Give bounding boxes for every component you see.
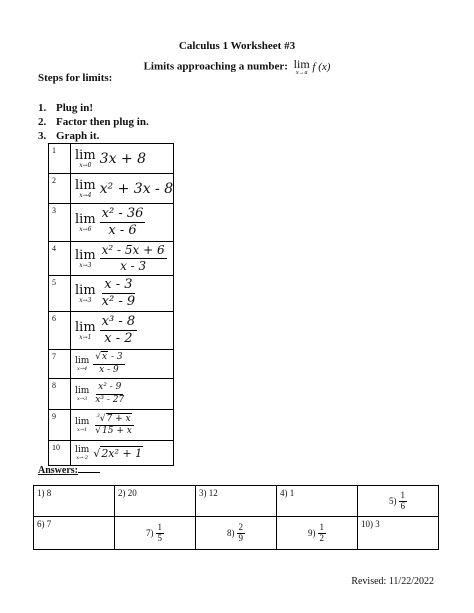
problem-expression xyxy=(71,379,174,410)
problem-expression xyxy=(71,312,174,350)
sqrt: √x xyxy=(95,352,108,363)
answer-label: 9) xyxy=(308,528,316,538)
expression: 3x + 8 xyxy=(99,150,146,167)
lim-word: lim xyxy=(75,416,90,427)
lim-word: lim xyxy=(75,282,96,298)
problem-expression xyxy=(71,441,174,466)
problem-row xyxy=(49,379,174,410)
numerator: x² - 36 xyxy=(101,206,144,222)
lim-sub: x→1 xyxy=(79,333,92,341)
problem-number: 2 xyxy=(49,174,71,204)
worksheet-title: Calculus 1 Worksheet #3 xyxy=(178,40,296,52)
radicand: 7 + x xyxy=(106,413,131,424)
problem-row xyxy=(49,242,174,276)
fraction xyxy=(100,244,167,272)
answer-content xyxy=(280,519,354,547)
step-num: 3. xyxy=(38,130,47,142)
lim-word: lim xyxy=(75,355,90,366)
lim-sub: x→3 xyxy=(77,395,88,402)
denominator: x - 3 xyxy=(120,259,147,273)
limit-operator xyxy=(75,213,96,233)
lim-sub: x→0 xyxy=(79,161,92,169)
answers-table xyxy=(33,485,439,550)
lim-word: lim xyxy=(75,247,96,263)
lim-sub: x→1 xyxy=(77,426,88,433)
problem-number: 9 xyxy=(49,410,71,441)
answer-cell: 6) 7 xyxy=(34,517,115,550)
numerator xyxy=(93,353,124,364)
answer-cell: 3) 12 xyxy=(196,486,277,517)
answer-content xyxy=(118,519,192,547)
subtitle-formula xyxy=(291,57,331,76)
problem-expression xyxy=(71,410,174,441)
answer-cell xyxy=(115,517,196,550)
step-num: 1. xyxy=(38,102,47,114)
problem-row xyxy=(49,204,174,242)
limit-operator xyxy=(75,179,96,199)
step-num: 2. xyxy=(38,116,47,128)
sqrt: √7 + x xyxy=(99,413,131,424)
step-item xyxy=(38,115,149,129)
lim-word: lim xyxy=(75,385,90,396)
answer-num: 1 xyxy=(400,490,405,501)
limit-operator xyxy=(75,149,96,169)
answer-fraction xyxy=(318,523,327,543)
answers-heading xyxy=(38,465,100,476)
answer-cell: 2) 20 xyxy=(115,486,196,517)
limit-operator xyxy=(75,321,96,341)
answer-cell: 4) 1 xyxy=(277,486,358,517)
subtitle-text: Limits approaching a number: xyxy=(143,60,288,73)
step-label: Graph it. xyxy=(56,130,100,142)
steps-list xyxy=(38,101,149,143)
problem-number: 5 xyxy=(49,276,71,312)
lim-sub: x→-2 xyxy=(76,454,89,461)
problem-number: 7 xyxy=(49,350,71,379)
step-label: Factor then plug in. xyxy=(56,116,149,128)
lim-sub: x→3 xyxy=(79,261,92,269)
radicand: 2x² + 1 xyxy=(101,446,143,460)
problem-number: 4 xyxy=(49,242,71,276)
numerator: x - 3 xyxy=(104,277,133,293)
fraction xyxy=(100,278,137,308)
step-item xyxy=(38,101,149,115)
root-index: 3 xyxy=(96,412,100,419)
answer-label: 7) xyxy=(146,528,154,538)
sqrt: √2x² + 1 xyxy=(93,446,143,460)
denominator: x - 9 xyxy=(99,364,119,375)
lim-word: lim xyxy=(75,147,96,163)
limit-operator xyxy=(75,387,89,402)
lim-word: lim xyxy=(75,319,96,335)
denominator: x - 6 xyxy=(108,223,137,238)
answer-cell xyxy=(196,517,277,550)
answer-num: 1 xyxy=(157,522,162,533)
limit-operator xyxy=(75,418,89,433)
steps-heading: Steps for limits: xyxy=(38,72,113,84)
limit-operator xyxy=(75,446,89,461)
answers-row xyxy=(34,517,439,550)
answer-cell: 10) 3 xyxy=(358,517,439,550)
limit-operator xyxy=(75,357,89,372)
answer-content xyxy=(361,488,435,514)
fraction xyxy=(100,207,146,237)
problem-number: 3 xyxy=(49,204,71,242)
answer-den: 5 xyxy=(157,532,162,543)
answer-fraction xyxy=(399,491,408,511)
limit-operator xyxy=(75,284,96,304)
problem-number: 8 xyxy=(49,379,71,410)
numerator-rest: - 3 xyxy=(108,352,123,363)
problem-row xyxy=(49,174,174,204)
problems-table xyxy=(48,143,174,466)
subtitle-func: f (x) xyxy=(312,60,331,73)
step-item xyxy=(38,129,149,143)
answer-label: 5) xyxy=(389,496,397,506)
problem-expression xyxy=(71,144,174,174)
answer-fraction xyxy=(156,523,165,543)
answer-cell: 1) 8 xyxy=(34,486,115,517)
lim-sub: x→4 xyxy=(77,365,88,372)
answer-den: 6 xyxy=(400,500,405,511)
lim-word: lim xyxy=(75,211,96,227)
answer-cell xyxy=(358,486,439,517)
answer-label: 8) xyxy=(227,528,235,538)
limit-operator xyxy=(75,249,96,269)
problem-row xyxy=(49,410,174,441)
answer-num: 2 xyxy=(238,522,243,533)
fraction xyxy=(93,353,124,375)
problem-row xyxy=(49,312,174,350)
subtitle-lim-sub: x→a xyxy=(295,70,308,76)
denominator xyxy=(93,426,135,436)
problem-row xyxy=(49,276,174,312)
lim-word: lim xyxy=(75,177,96,193)
fraction xyxy=(100,315,137,345)
sqrt: √15 + x xyxy=(95,426,132,436)
answer-num: 1 xyxy=(319,522,324,533)
revised-date: Revised: 11/22/2022 xyxy=(351,576,434,587)
expression: x² + 3x - 8 xyxy=(99,180,174,197)
problem-number: 6 xyxy=(49,312,71,350)
problem-expression xyxy=(71,350,174,379)
problem-expression xyxy=(71,242,174,276)
numerator: x² - 5x + 6 xyxy=(101,243,165,258)
denominator: x - 2 xyxy=(104,331,133,346)
problem-row xyxy=(49,350,174,379)
problem-expression xyxy=(71,174,174,204)
answer-den: 9 xyxy=(238,532,243,543)
subtitle-lim xyxy=(294,58,310,76)
answer-den: 2 xyxy=(319,532,324,543)
lim-word: lim xyxy=(75,444,90,455)
answer-cell xyxy=(277,517,358,550)
problem-number: 10 xyxy=(49,441,71,466)
subtitle-lim-word: lim xyxy=(293,57,310,71)
numerator: x³ - 8 xyxy=(101,314,136,330)
numerator: x² - 9 xyxy=(96,383,123,394)
answers-underline xyxy=(78,472,100,473)
problem-row xyxy=(49,441,174,466)
lim-sub: x→4 xyxy=(79,191,92,199)
step-label: Plug in! xyxy=(56,102,93,114)
answer-content xyxy=(199,519,273,547)
answers-row xyxy=(34,486,439,517)
denominator: x³ - 27 xyxy=(95,394,125,405)
problem-row xyxy=(49,144,174,174)
fraction xyxy=(93,414,135,437)
lim-sub: x→3 xyxy=(79,296,92,304)
fraction xyxy=(93,383,126,405)
lim-sub: x→6 xyxy=(79,225,92,233)
radicand: x xyxy=(102,352,108,363)
problem-expression xyxy=(71,276,174,312)
radicand: 15 + x xyxy=(102,426,132,436)
answers-heading-text: Answers: xyxy=(38,465,78,476)
denominator: x² - 9 xyxy=(101,294,136,309)
problem-number: 1 xyxy=(49,144,71,174)
problem-expression xyxy=(71,204,174,242)
answer-fraction xyxy=(237,523,246,543)
